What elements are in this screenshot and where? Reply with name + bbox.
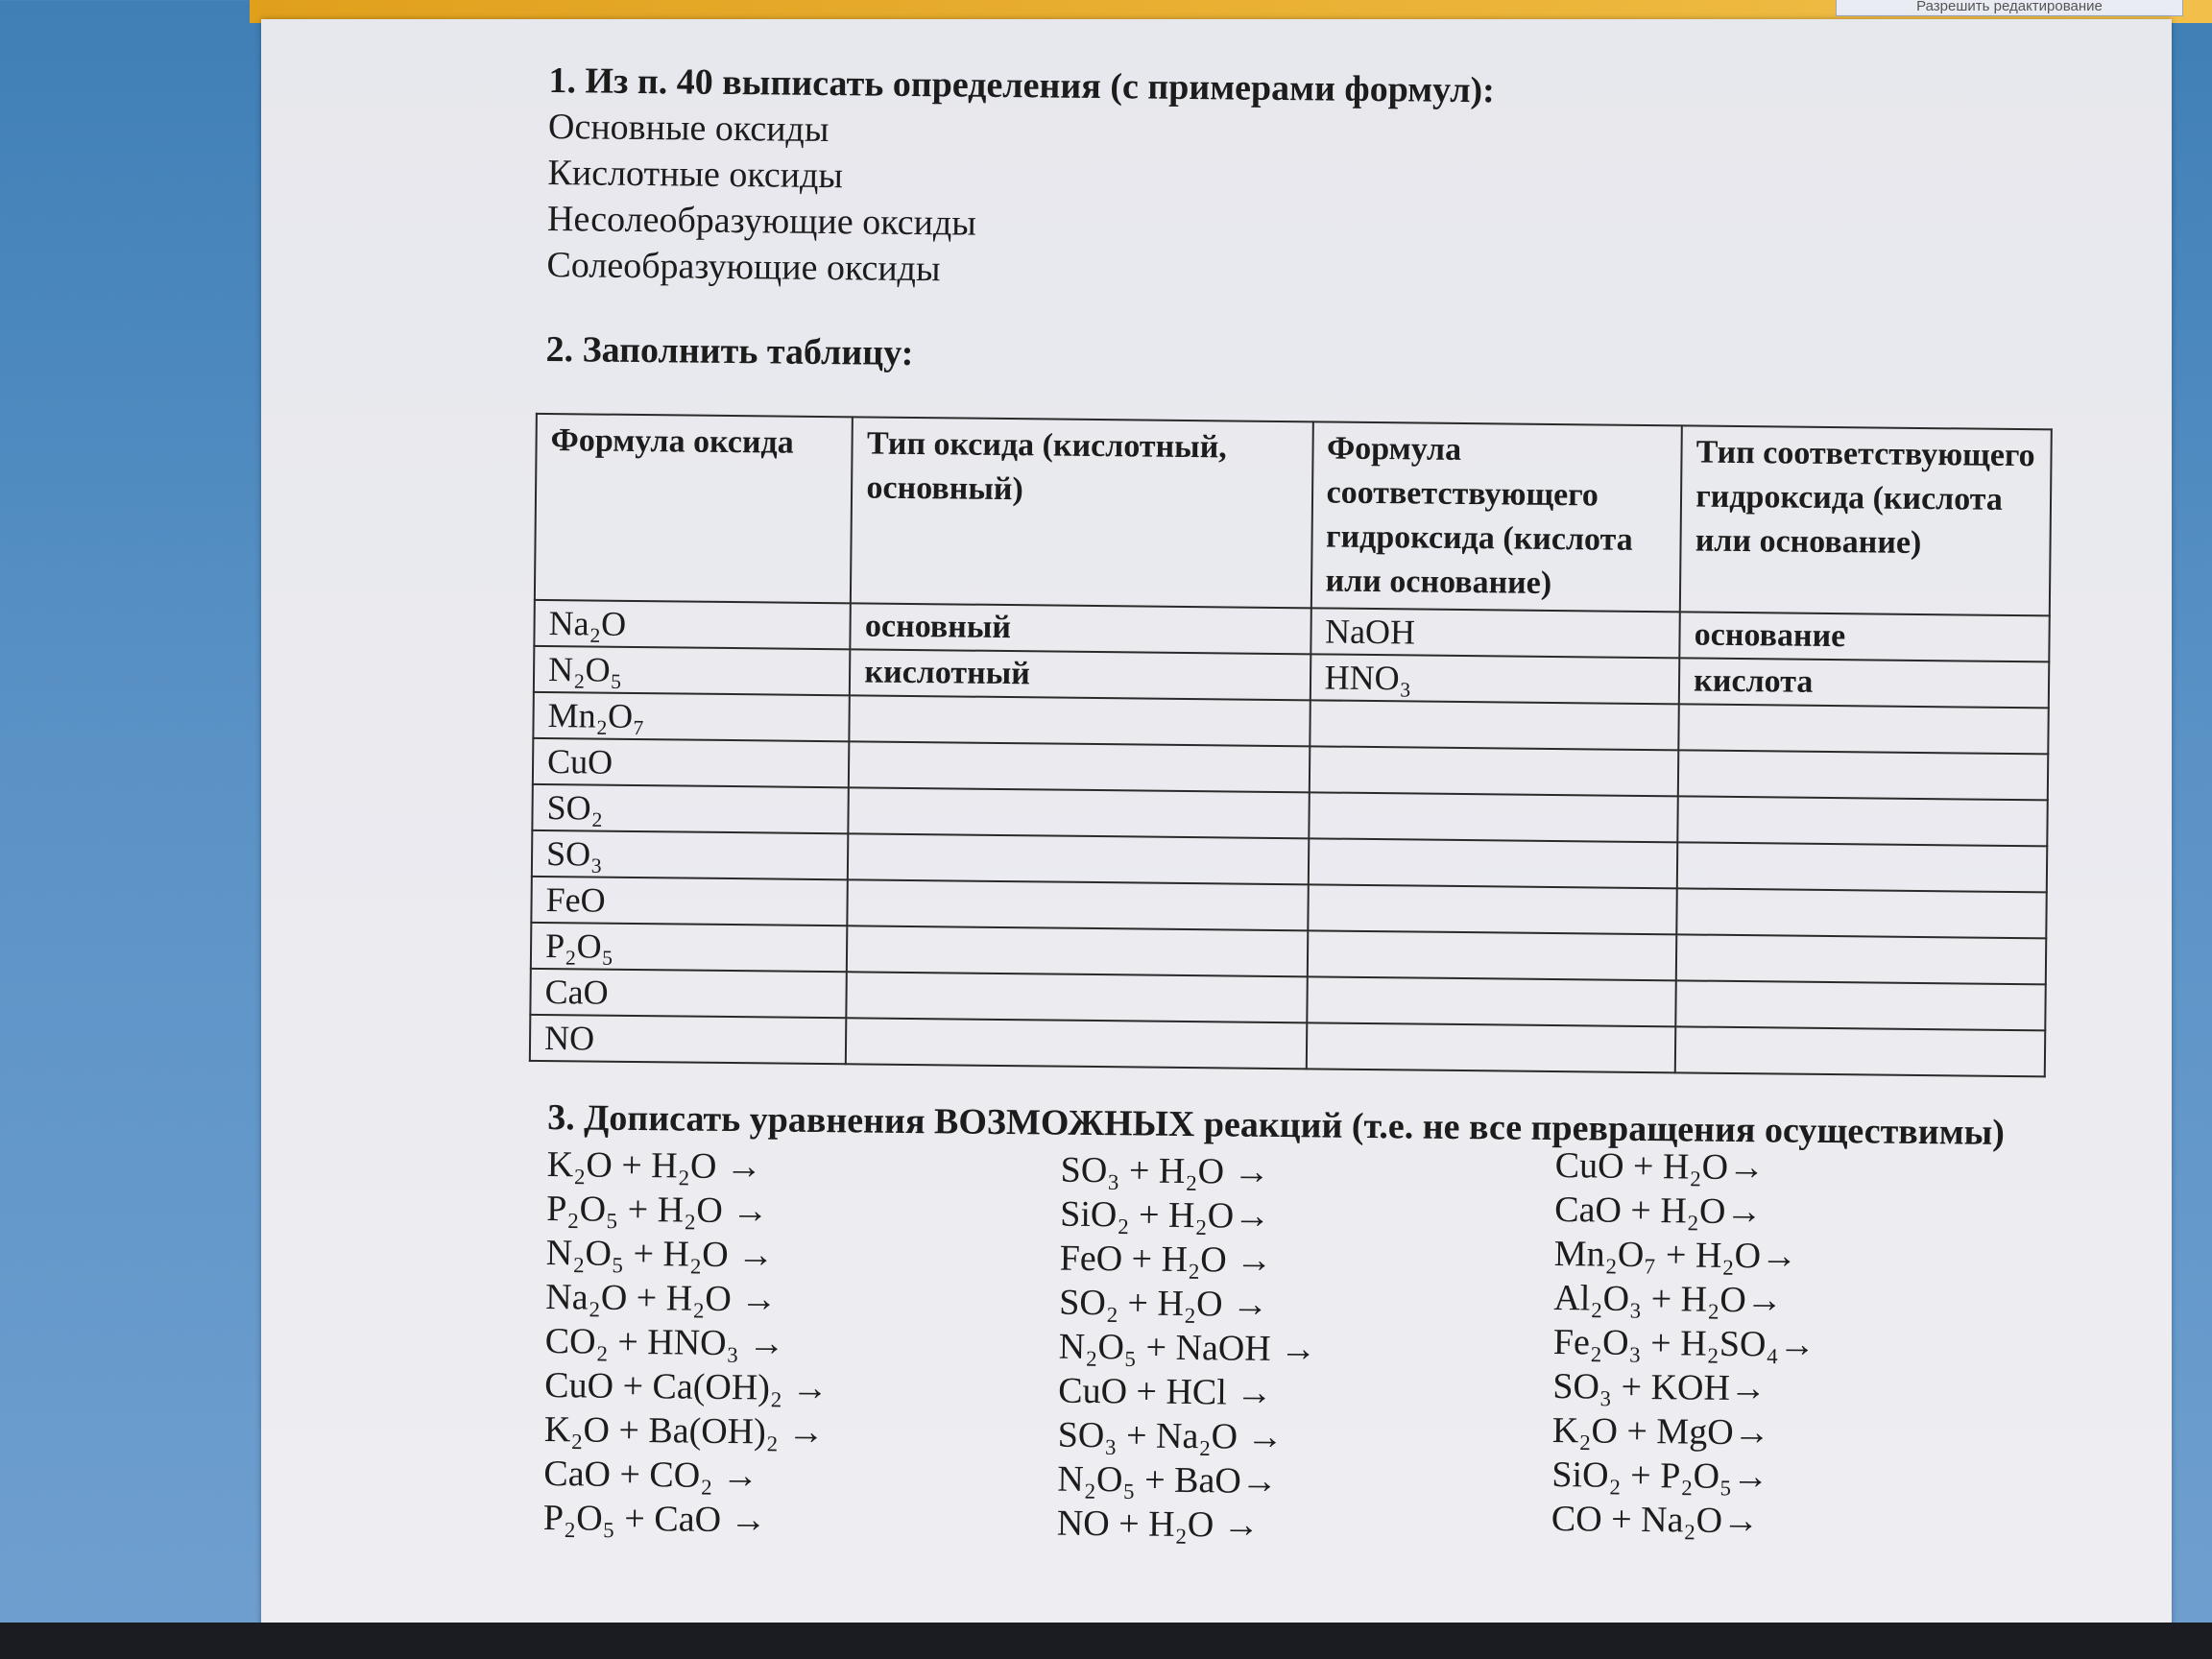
equation: CuO + HCl →: [1058, 1370, 1273, 1413]
oxide-formula-cell: Na₂O: [534, 600, 851, 649]
hydroxide-type-cell: кислота: [1679, 658, 2049, 708]
equation: Mn₂O₇ + H₂O→: [1553, 1234, 1798, 1277]
oxide-formula-cell: FeO: [531, 877, 848, 926]
hydroxide-formula-cell: [1307, 976, 1676, 1026]
oxide-type-cell: [849, 741, 1310, 792]
equation: NO + H₂O →: [1056, 1503, 1260, 1546]
column-header: Тип соответствующего гидроксида (кислота или основание): [1680, 425, 2052, 615]
hydroxide-formula-cell: [1309, 792, 1678, 842]
hydroxide-type-cell: [1678, 796, 2048, 846]
hydroxide-type-cell: [1679, 704, 2049, 754]
column-header: Тип оксида (кислотный, основный): [851, 417, 1312, 608]
section-3-title: 3. Дописать уравнения ВОЗМОЖНЫХ реакций (т.е. не все превращения осуществимы): [547, 1097, 2006, 1153]
oxide-formula-cell: N₂O₅: [534, 646, 851, 695]
hydroxide-formula-cell: [1306, 1022, 1675, 1072]
definition-item: Несолеобразующие оксиды: [546, 198, 977, 244]
oxide-type-cell: [847, 926, 1308, 976]
oxides-table: [529, 413, 2053, 1078]
hydroxide-formula-cell: NaOH: [1310, 608, 1680, 658]
equation: FeO + H₂O →: [1059, 1238, 1273, 1281]
oxide-formula-cell: CaO: [530, 969, 847, 1018]
equation: SO₃ + Na₂O →: [1057, 1414, 1284, 1458]
hydroxide-formula-cell: [1308, 884, 1677, 934]
document-page: [261, 19, 2172, 1632]
equations-column-1: [543, 1142, 831, 1543]
section-1: [546, 58, 1495, 298]
hydroxide-formula-cell: HNO₃: [1310, 654, 1679, 704]
equation: K₂O + H₂O →: [546, 1144, 763, 1188]
equation: SO₂ + H₂O →: [1059, 1282, 1269, 1325]
hydroxide-formula-cell: [1310, 700, 1679, 750]
oxide-type-cell: кислотный: [850, 649, 1310, 700]
enable-editing-button[interactable]: Разрешить редактирование: [1836, 0, 2183, 16]
equation: P₂O₅ + H₂O →: [546, 1189, 769, 1232]
equation: SiO₂ + H₂O→: [1059, 1193, 1271, 1237]
oxide-type-cell: [848, 879, 1309, 930]
oxide-type-cell: основный: [851, 603, 1311, 654]
equation: SO₃ + KOH→: [1552, 1366, 1767, 1409]
hydroxide-formula-cell: [1307, 930, 1676, 980]
equation: CO₂ + HNO₃ →: [544, 1321, 785, 1364]
oxide-formula-cell: SO₃: [532, 830, 849, 879]
equation: Al₂O₃ + H₂O→: [1553, 1278, 1784, 1321]
equation: N₂O₅ + BaO→: [1057, 1458, 1278, 1503]
equation: CaO + H₂O→: [1554, 1190, 1763, 1233]
equation: CuO + H₂O→: [1554, 1145, 1766, 1189]
hydroxide-type-cell: [1675, 1026, 2045, 1076]
equation: SiO₂ + P₂O₅→: [1551, 1455, 1769, 1498]
oxide-formula-cell: SO₂: [532, 784, 849, 833]
oxide-formula-cell: NO: [530, 1015, 847, 1064]
equations-column-3: [1551, 1143, 1817, 1544]
oxide-type-cell: [848, 833, 1309, 884]
equation: CO + Na₂O→: [1551, 1499, 1760, 1542]
document-content: [542, 38, 2212, 1546]
equation: CaO + CO₂ →: [543, 1454, 759, 1497]
oxide-type-cell: [846, 1018, 1307, 1069]
equations-column-2: [1057, 1148, 1319, 1549]
equation: CuO + Ca(OH)₂ →: [544, 1365, 829, 1409]
hydroxide-type-cell: [1676, 934, 2046, 984]
screen-bezel: [0, 1623, 2212, 1659]
equation: N₂O₅ + H₂O →: [545, 1233, 775, 1276]
equation: P₂O₅ + CaO →: [542, 1498, 767, 1541]
oxide-type-cell: [847, 972, 1308, 1022]
section-2-title: 2. Заполнить таблицу:: [545, 328, 914, 373]
table-header-row: [535, 414, 2052, 616]
oxide-formula-cell: P₂O₅: [531, 923, 848, 972]
column-header: Формула соответствующего гидроксида (кислота или основание): [1310, 421, 1682, 612]
hydroxide-type-cell: основание: [1680, 612, 2050, 661]
hydroxide-formula-cell: [1309, 746, 1678, 796]
definition-item: Солеобразующие оксиды: [546, 244, 941, 290]
oxide-formula-cell: CuO: [533, 738, 850, 787]
hydroxide-type-cell: [1676, 980, 2046, 1030]
equation: N₂O₅ + NaOH →: [1058, 1326, 1317, 1370]
equation: K₂O + Ba(OH)₂ →: [543, 1409, 825, 1454]
oxide-formula-cell: Mn₂O₇: [533, 692, 850, 741]
section-1-title: 1. Из п. 40 выписать определения (с примерами формул):: [548, 60, 1496, 111]
hydroxide-type-cell: [1677, 888, 2047, 938]
oxide-type-cell: [849, 787, 1310, 838]
hydroxide-formula-cell: [1308, 838, 1677, 888]
equation: K₂O + MgO→: [1551, 1410, 1770, 1454]
column-header: Формула оксида: [535, 414, 853, 603]
hydroxide-type-cell: [1677, 842, 2047, 892]
equation: SO₃ + H₂O →: [1060, 1149, 1270, 1192]
definition-item: Основные оксиды: [547, 106, 830, 151]
definition-item: Кислотные оксиды: [547, 152, 844, 197]
oxide-type-cell: [850, 695, 1310, 746]
equation: Fe₂O₃ + H₂SO₄→: [1552, 1322, 1815, 1365]
hydroxide-type-cell: [1678, 750, 2048, 800]
equation: Na₂O + H₂O →: [545, 1277, 778, 1320]
